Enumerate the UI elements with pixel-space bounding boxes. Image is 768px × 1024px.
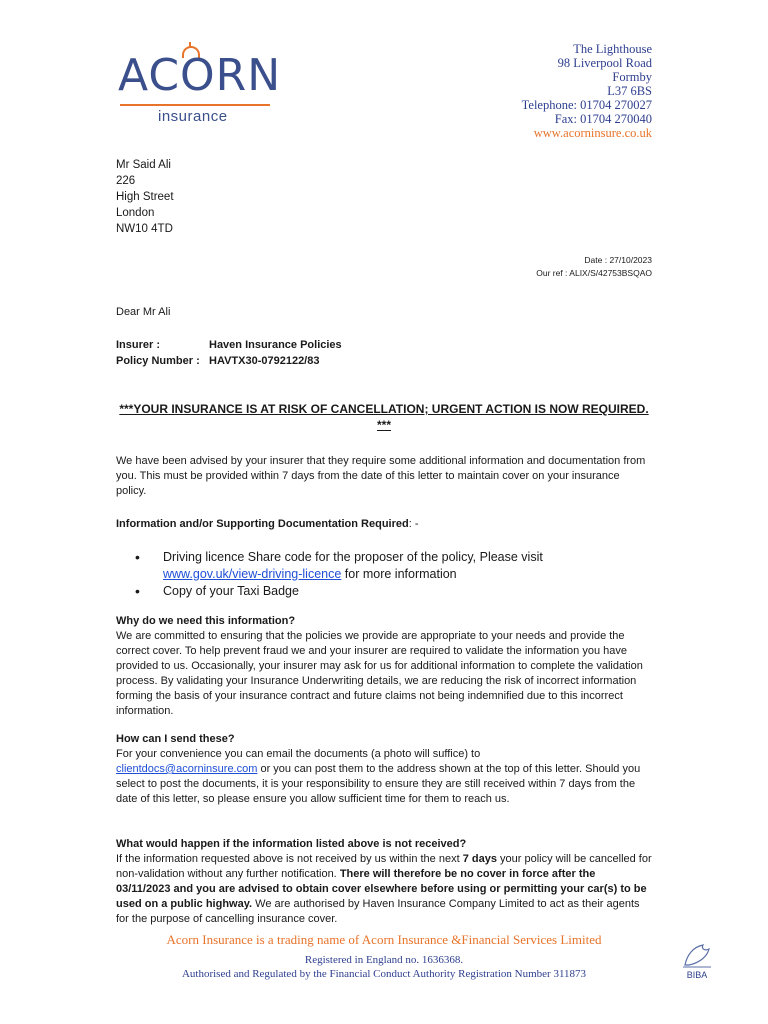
policy-details — [116, 337, 342, 369]
footer-fca: Authorised and Regulated by the Financial Conduct Authority Registration Number 311873 — [181, 968, 587, 980]
logo-underline — [120, 104, 270, 106]
what-heading: What would happen if the information listed above is not received? — [116, 838, 467, 850]
fax: Fax: 01704 270040 — [554, 112, 652, 126]
address-line: L37 6BS — [607, 84, 652, 98]
recipient-line: Mr Said Ali — [116, 159, 171, 171]
date-ref-block — [536, 254, 652, 280]
policy-number-value: HAVTX30-0792122/83 — [209, 355, 320, 367]
address-line: Formby — [612, 70, 652, 84]
item-text: Copy of your Taxi Badge — [163, 584, 299, 598]
requirements-heading-text: Information and/or Supporting Documentation Required — [116, 518, 409, 530]
what-text: your policy will be cancelled for non-validation without any further notification. — [116, 853, 652, 880]
acorn-logo — [118, 46, 282, 128]
letter-date: Date : 27/10/2023 — [584, 255, 652, 265]
what-warning: There will therefore be no cover in force after the 03/11/2023 and you are advised to obtain cover elsewhere before using or permitting your car(s) to be used on a public highway. — [116, 868, 647, 910]
how-section — [116, 732, 652, 807]
insurer-label: Insurer : — [116, 339, 161, 351]
requirements-heading — [116, 517, 419, 532]
requirements-list — [135, 549, 543, 600]
biba-logo — [681, 941, 713, 981]
recipient-line: NW10 4TD — [116, 223, 173, 235]
footer-trading-name: Acorn Insurance is a trading name of Acorn Insurance &Financial Services Limited — [166, 932, 602, 947]
logo-subtitle: insurance — [158, 108, 228, 125]
salutation: Dear Mr Ali — [116, 306, 171, 318]
what-section — [116, 837, 652, 927]
what-text: If the information requested above is not received by us within the next — [116, 853, 463, 865]
list-item — [135, 583, 543, 600]
intro-paragraph: We have been advised by your insurer that they require some additional information and documentation from you. This must be provided within 7 days from the date of this letter to maintain cover on your insurance policy. — [116, 455, 646, 497]
cancellation-warning: ***YOUR INSURANCE IS AT RISK OF CANCELLATION; URGENT ACTION IS NOW REQUIRED. *** — [119, 402, 649, 432]
telephone: Telephone: 01704 270027 — [521, 98, 652, 112]
email-link[interactable]: clientdocs@acorninsure.com — [116, 763, 258, 775]
address-line: 98 Liverpool Road — [557, 56, 652, 70]
recipient-line: London — [116, 207, 155, 219]
recipient-line: High Street — [116, 191, 174, 203]
insurer-value: Haven Insurance Policies — [209, 339, 342, 351]
website-link[interactable]: www.acorninsure.co.uk — [533, 126, 652, 140]
why-text: We are committed to ensuring that the policies we provide are appropriate to your needs and provide the correct cover. To help prevent fraud we and your insurer are required to validate the information you have provided to us. Occasionally, your insurer may ask for us for additional information to complete the validation process. By validating your Insurance Underwriting details, we are reducing the risk of incorrect information forming the basis of your insurance contract and future claims not being indemnified due to this incorrect information. — [116, 630, 643, 717]
how-text: For your convenience you can email the documents (a photo will suffice) to — [116, 748, 481, 760]
logo-wordmark: ACORN — [118, 50, 282, 101]
footer-registered: Registered in England no. 1636368. — [304, 954, 464, 966]
item-text: Driving licence Share code for the proposer of the policy, Please visit — [163, 550, 543, 564]
list-item — [135, 549, 543, 583]
our-reference: Our ref : ALIX/S/42753BSQAO — [536, 268, 652, 278]
how-text-continued: or you can post them to the address shown at the top of this letter. Should you select to post the documents, it is your responsibility to ensure they are still received within 7 days from the date of this letter, so please ensure you allow sufficient time for them to reach us. — [116, 763, 641, 805]
how-heading: How can I send these? — [116, 733, 235, 745]
recipient-line: 226 — [116, 175, 136, 187]
footer-registration — [0, 953, 768, 981]
why-section — [116, 614, 652, 719]
policy-number-label: Policy Number : — [116, 355, 200, 367]
biba-icon — [681, 941, 713, 969]
driving-licence-link[interactable]: www.gov.uk/view-driving-licence — [163, 567, 342, 581]
company-address-block — [522, 42, 652, 140]
requirements-heading-suffix: : - — [408, 518, 419, 530]
address-line: The Lighthouse — [573, 42, 652, 56]
recipient-address — [116, 157, 174, 237]
why-heading: Why do we need this information? — [116, 615, 296, 627]
biba-label: BIBA — [686, 970, 708, 980]
what-text: We are authorised by Haven Insurance Company Limited to act as their agents for the purpose of cancelling insurance cover. — [116, 898, 640, 925]
item-text: for more information — [341, 567, 457, 581]
what-days: 7 days — [462, 853, 497, 865]
